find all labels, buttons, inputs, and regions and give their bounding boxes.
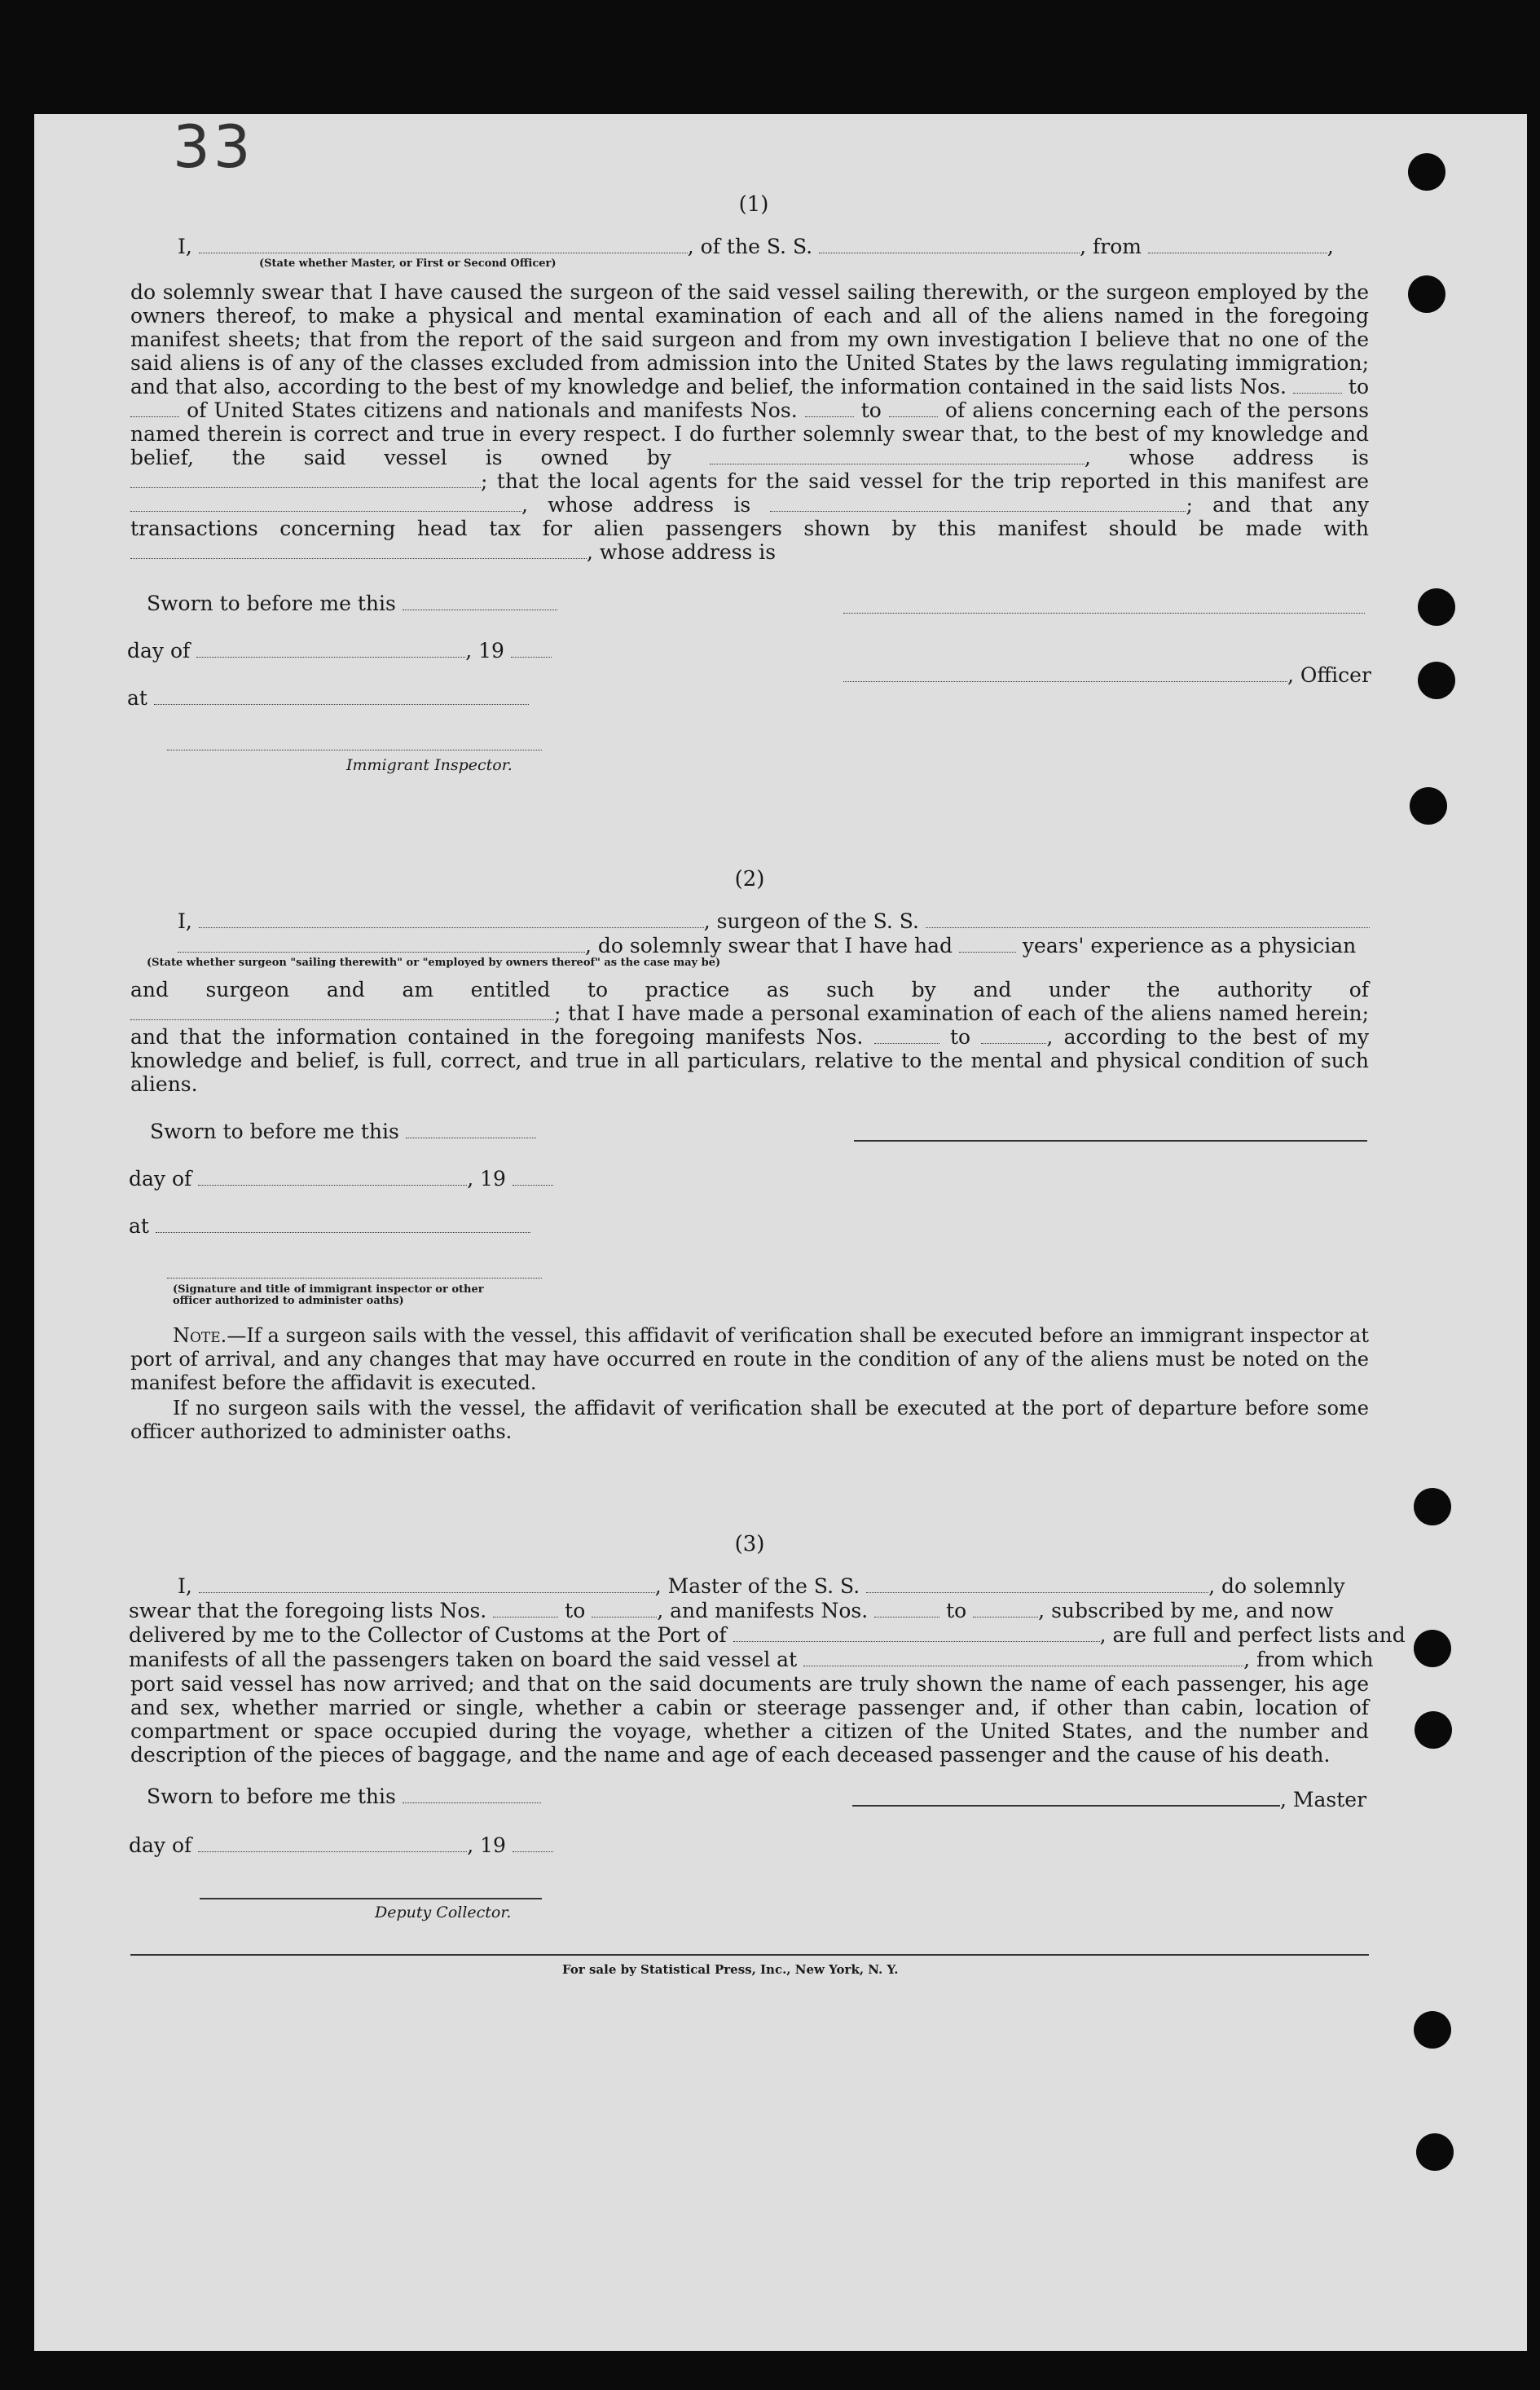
- s3-year-field[interactable]: [513, 1835, 553, 1852]
- s2-signature-line: [854, 1123, 1367, 1147]
- note-paragraph-2: If no surgeon sails with the vessel, the affidavit of verification shall be executed at the port of departure before some officer authorized to administer oaths.: [130, 1397, 1369, 1443]
- manifests-to-field[interactable]: [889, 400, 938, 417]
- s3-lists-from-field[interactable]: [493, 1600, 558, 1618]
- s3-sworn-field[interactable]: [403, 1786, 541, 1803]
- section-3-line-1: I, , Master of the S. S. , do solemnly: [178, 1574, 1345, 1598]
- signature-line-1: [843, 595, 1365, 618]
- punch-hole: [1415, 1711, 1452, 1749]
- section-1-sworn: Sworn to before me this: [147, 592, 557, 615]
- s2-inspector-field[interactable]: [167, 1261, 542, 1279]
- collector-caption: Deputy Collector.: [375, 1904, 512, 1921]
- years-field[interactable]: [959, 935, 1016, 953]
- handwritten-number: 33: [173, 112, 254, 181]
- s2-manifests-from-field[interactable]: [874, 1027, 939, 1044]
- section-2-day: day of , 19: [129, 1167, 553, 1191]
- section-3-master: , Master: [852, 1788, 1366, 1811]
- section-3-number: (3): [734, 1532, 765, 1556]
- signature-field[interactable]: [843, 596, 1365, 614]
- s2-year-field[interactable]: [513, 1169, 553, 1186]
- section-1-line-1: I, , of the S. S. , from ,: [178, 235, 1334, 258]
- punch-hole: [1410, 787, 1447, 825]
- section-1-day: day of , 19: [127, 639, 552, 662]
- master-name-field[interactable]: [199, 236, 688, 253]
- head-tax-field[interactable]: [130, 542, 587, 559]
- section-2-sworn: Sworn to before me this: [150, 1120, 536, 1143]
- vessel-name-field[interactable]: [819, 236, 1080, 253]
- footer-imprint: For sale by Statistical Press, Inc., New York, N. Y.: [562, 1962, 899, 1977]
- section-2-caption: (State whether surgeon "sailing therewith" or "employed by owners thereof" as the case may be): [147, 957, 721, 969]
- section-3-day: day of , 19: [129, 1833, 553, 1857]
- manifests-from-field[interactable]: [805, 400, 854, 417]
- agents-field[interactable]: [130, 495, 521, 512]
- lists-to-field[interactable]: [130, 400, 179, 417]
- section-2-line-1: I, , surgeon of the S. S.: [178, 909, 1370, 933]
- s2-inspector-line: [167, 1260, 542, 1283]
- s2-day-field[interactable]: [198, 1169, 467, 1186]
- s3-vessel-field[interactable]: [866, 1576, 1208, 1593]
- s2-manifests-to-field[interactable]: [981, 1027, 1046, 1044]
- section-1-body: do solemnly swear that I have caused the surgeon of the said vessel sailing therewith, or the surgeon employed by the owners thereof, to make a physical and mental examination of each and all of the aliens named in the foregoing manifest sheets; that from the report of the said surgeon and from my own investigation I believe that no one of the said aliens is of any of the classes excluded from admission into the United States by the laws regulating immigration; and that also, according to the best of my knowledge and belief, the information contained in the said lists Nos. to of United States citizens and nationals and manifests Nos. to of aliens concerning each of the persons named therein is correct and true in every respect. I do further solemnly swear that, to the best of my knowledge and belief, the said vessel is owned by , whose address is ; that the local agents for the said vessel for the trip reported in this manifest are , whose address is ; and that any transactions concerning head tax for alien passengers shown by this manifest should be made with , whose address is: [130, 280, 1370, 564]
- inspector-caption: Immigrant Inspector.: [346, 756, 513, 774]
- day-field[interactable]: [196, 640, 465, 658]
- s3-master-signature-field[interactable]: [852, 1789, 1280, 1807]
- section-2-number: (2): [734, 867, 765, 891]
- surgeon-name-field[interactable]: [199, 911, 704, 928]
- inspector-signature-field[interactable]: [167, 733, 542, 750]
- section-3-sworn: Sworn to before me this: [147, 1785, 541, 1808]
- owner-field[interactable]: [710, 447, 1085, 464]
- s2-sig-caption: (Signature and title of immigrant inspector or other officer authorized to administer oaths): [173, 1283, 484, 1307]
- s3-day-field[interactable]: [198, 1835, 467, 1852]
- s3-manifests-from-field[interactable]: [874, 1600, 939, 1618]
- section-3-line-2: swear that the foregoing lists Nos. to , and manifests Nos. to , subscribed by me, and now: [129, 1599, 1334, 1622]
- section-1-officer: , Officer: [843, 663, 1371, 687]
- surgeon-type-field[interactable]: [178, 935, 585, 953]
- inspector-line: [167, 732, 542, 755]
- section-2-body: and surgeon and am entitled to practice as such by and under the authority of ; that I have made a personal examination of each of the aliens named herein; and that the information contained in the foregoing manifests Nos. to , according to the best of my knowledge and belief, is full, correct, and true in all particulars, relative to the mental and physical condition of such aliens.: [130, 978, 1370, 1096]
- punch-hole: [1418, 588, 1455, 626]
- s3-manifests-to-field[interactable]: [973, 1600, 1038, 1618]
- s2-sworn-field[interactable]: [406, 1121, 536, 1138]
- agents-address-field[interactable]: [770, 495, 1186, 512]
- s2-signature-field[interactable]: [854, 1124, 1367, 1142]
- section-1-at: at: [127, 686, 529, 710]
- punch-hole: [1414, 2011, 1451, 2049]
- owner-address-field[interactable]: [130, 471, 481, 488]
- lists-from-field[interactable]: [1293, 376, 1342, 394]
- punch-hole: [1418, 662, 1455, 699]
- section-3-line-3: delivered by me to the Collector of Customs at the Port of , are full and perfect lists and: [129, 1623, 1406, 1647]
- collector-signature-field[interactable]: [200, 1882, 542, 1899]
- collector-line: [200, 1881, 542, 1904]
- footer-rule: [130, 1954, 1369, 1956]
- s3-lists-to-field[interactable]: [592, 1600, 657, 1618]
- sworn-date-field[interactable]: [403, 593, 557, 610]
- port-from-field[interactable]: [1148, 236, 1327, 253]
- note-paragraph-1: Note.—If a surgeon sails with the vessel, this affidavit of verification shall be executed before an immigrant inspector at port of arrival, and any changes that may have occurred en route in the condition of any of the aliens must be noted on the manifest before the affidavit is executed.: [130, 1324, 1369, 1394]
- s3-port-field[interactable]: [733, 1625, 1100, 1642]
- punch-hole: [1416, 2133, 1454, 2171]
- punch-hole: [1408, 153, 1445, 191]
- section-2-line-2: , do solemnly swear that I have had years' experience as a physician: [178, 934, 1356, 957]
- officer-signature-field[interactable]: [843, 665, 1287, 682]
- s3-port-at-field[interactable]: [803, 1649, 1243, 1666]
- at-field[interactable]: [154, 688, 529, 705]
- authority-field[interactable]: [130, 1003, 554, 1020]
- section-1-number: (1): [738, 192, 769, 217]
- section-1-caption: (State whether Master, or First or Second Officer): [259, 257, 557, 270]
- year-field[interactable]: [511, 640, 552, 658]
- punch-hole: [1414, 1488, 1451, 1525]
- section-2-at: at: [129, 1214, 530, 1238]
- s2-at-field[interactable]: [156, 1216, 530, 1233]
- punch-hole: [1414, 1630, 1451, 1667]
- s3-master-field[interactable]: [199, 1576, 655, 1593]
- section-3-body: port said vessel has now arrived; and that on the said documents are truly shown the name of each passenger, his age and sex, whether married or single, whether a cabin or steerage passenger and, if other than cabin, location of compartment or space occupied during the voyage, whether a citizen of the United States, and the number and description of the pieces of baggage, and the name and age of each deceased passenger and the cause of his death.: [130, 1672, 1369, 1767]
- section-3-line-4: manifests of all the passengers taken on board the said vessel at , from which: [129, 1648, 1374, 1671]
- surgeon-vessel-field[interactable]: [926, 911, 1370, 928]
- punch-hole: [1408, 275, 1445, 313]
